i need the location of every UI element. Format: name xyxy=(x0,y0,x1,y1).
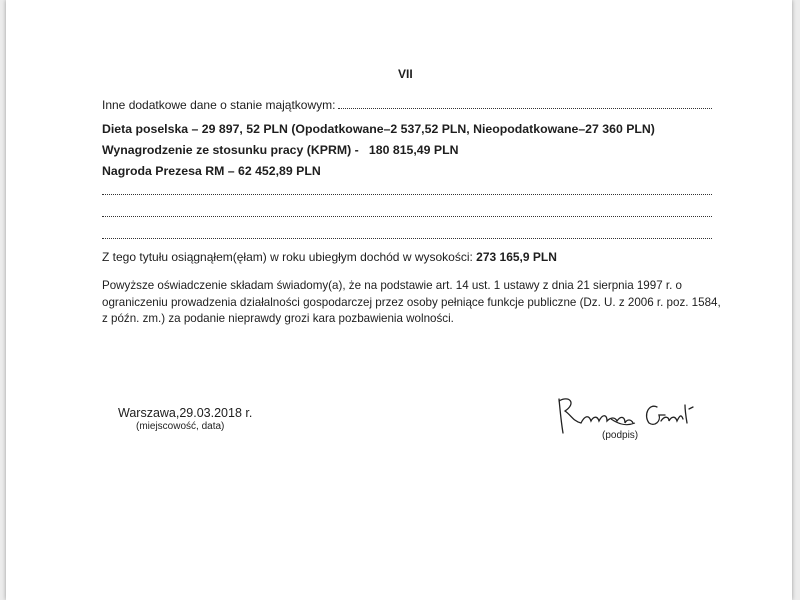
declaration-paragraph: Powyższe oświadczenie składam świadomy(a), że na podstawie art. 14 ust. 1 ustawy z dnia 21 sierpnia 1997 r. o ograniczeniu prowadzenia działalności gospodarczej przez osoby pełniące funkcje publiczne (Dz. U. z 2006 r. poz. 1584, z późn. zm.) za podanie nieprawdy grozi kara pozbawienia wolności. xyxy=(102,279,721,325)
entry-salary: Wynagrodzenie ze stosunku pracy (KPRM) - 180 815,49 PLN xyxy=(102,143,459,157)
place-date-caption: (miejscowość, data) xyxy=(136,421,225,432)
page-number: VII xyxy=(398,67,413,81)
blank-line xyxy=(102,215,712,217)
signature-caption: (podpis) xyxy=(602,430,639,441)
place-date: Warszawa,29.03.2018 r. xyxy=(118,406,253,420)
blank-line xyxy=(102,193,712,195)
additional-data-label: Inne dodatkowe dane o stanie majątkowym: xyxy=(102,98,336,112)
income-line xyxy=(102,250,557,264)
blank-line xyxy=(102,237,712,239)
additional-data-line xyxy=(102,98,712,112)
entry-award: Nagroda Prezesa RM – 62 452,89 PLN xyxy=(102,164,321,178)
income-label: Z tego tytułu osiągnąłem(ęłam) w roku ubiegłym dochód w wysokości: xyxy=(102,250,473,264)
dotted-fill xyxy=(338,98,712,109)
document-page xyxy=(6,0,792,600)
entry-diet: Dieta poselska – 29 897, 52 PLN (Opodatkowane–2 537,52 PLN, Nieopodatkowane–27 360 PLN) xyxy=(102,122,655,136)
income-value: 273 165,9 PLN xyxy=(476,250,557,264)
